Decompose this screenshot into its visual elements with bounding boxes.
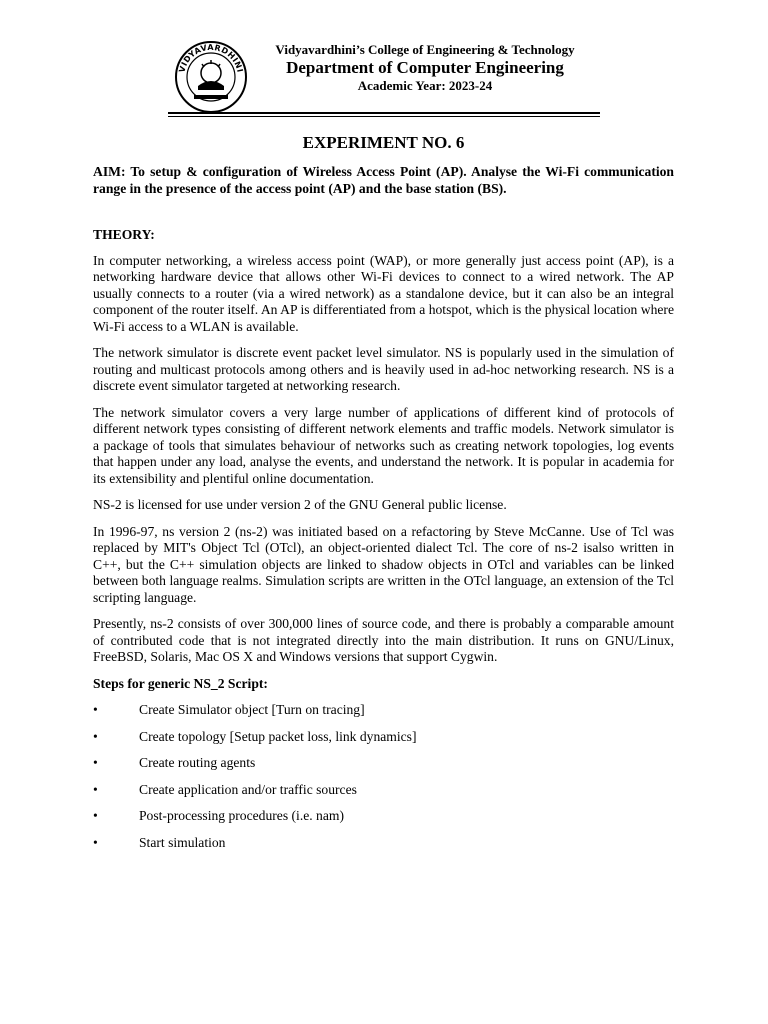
bullet-icon: • xyxy=(93,808,98,823)
header-rule-thick xyxy=(168,112,600,114)
list-item xyxy=(93,782,674,799)
theory-paragraph: In 1996-97, ns version 2 (ns-2) was initiated based on a refactoring by Steve McCanne. Use of Tcl was replaced by MIT's Object Tcl (OTcl), an object-oriented dialect Tcl. The core of ns-2 isalso written in C++, but the C++ simulation objects are linked to shadow objects in OTcl and variables can be linked between both language realms. Simulation scripts are written in the OTcl language, an extension of the Tcl scripting language. xyxy=(93,523,674,605)
theory-paragraph: The network simulator is discrete event packet level simulator. NS is popularly used in the simulation of routing and multicast protocols among others and is heavily used in ad-hoc networking research. NS is a discrete event simulator targeted at networking research. xyxy=(93,345,674,393)
theory-paragraph: The network simulator covers a very large number of applications of different kind of protocols of different network types consisting of different network elements and traffic models. Network simulator is a package of tools that simulates behaviour of networks such as creating network topologies, log events that happen under any load, analyse the events, and understand the network. It is popular in academia for its extensibility and plentiful online documentation. xyxy=(93,404,674,486)
list-item xyxy=(93,808,674,825)
theory-paragraph: NS-2 is licensed for use under version 2 of the GNU General public license. xyxy=(93,497,507,512)
aim-statement: AIM: To setup & configuration of Wireless Access Point (AP). Analyse the Wi-Fi communication range in the presence of the access point (AP) and the base station (BS). xyxy=(93,164,674,196)
bullet-icon: • xyxy=(93,834,98,850)
theory-paragraph: In computer networking, a wireless access point (WAP), or more generally just access point (AP), is a networking hardware device that allows other Wi-Fi devices to connect to a wired network. The AP usually connects to a router (via a wired network) as a standalone device, but it can also be an integral component of the router itself. An AP is differentiated from a hotspot, which is the physical location where Wi-Fi access to a WLAN is available. xyxy=(93,252,674,334)
document-body xyxy=(93,132,674,861)
step-text: Create application and/or traffic sources xyxy=(139,781,357,797)
step-text: Create topology [Setup packet loss, link dynamics] xyxy=(139,728,417,744)
bullet-icon: • xyxy=(93,755,98,770)
theory-paragraph: Presently, ns-2 consists of over 300,000 lines of source code, and there is probably a comparable amount of contributed code that is not integrated directly into the main distribution. It runs on GNU/Linux, FreeBSD, Solaris, Mac OS X and Windows versions that support Cygwin. xyxy=(93,616,674,664)
step-text: Create Simulator object [Turn on tracing] xyxy=(139,702,365,717)
header-rule-thin xyxy=(168,116,600,117)
steps-heading: Steps for generic NS_2 Script: xyxy=(93,675,268,691)
academic-year: Academic Year: 2023-24 xyxy=(357,78,493,93)
list-item xyxy=(93,702,674,719)
svg-text:VIDYAVARDHINI: VIDYAVARDHINI xyxy=(177,42,245,74)
document-header xyxy=(168,38,600,120)
bullet-icon: • xyxy=(93,702,98,717)
list-item xyxy=(93,835,674,852)
header-text xyxy=(250,42,600,94)
college-name: Vidyavardhini’s College of Engineering & Technology xyxy=(275,42,575,57)
department-name: Department of Computer Engineering xyxy=(286,58,564,77)
college-logo-seal-icon xyxy=(174,40,248,114)
bullet-icon: • xyxy=(93,781,98,797)
experiment-title: EXPERIMENT NO. 6 xyxy=(302,133,465,152)
theory-heading: THEORY: xyxy=(93,227,155,242)
step-text: Create routing agents xyxy=(139,755,256,770)
list-item xyxy=(93,729,674,746)
step-text: Start simulation xyxy=(139,834,226,850)
steps-list xyxy=(93,702,674,851)
list-item xyxy=(93,755,674,772)
step-text: Post-processing procedures (i.e. nam) xyxy=(139,808,344,823)
bullet-icon: • xyxy=(93,728,98,744)
